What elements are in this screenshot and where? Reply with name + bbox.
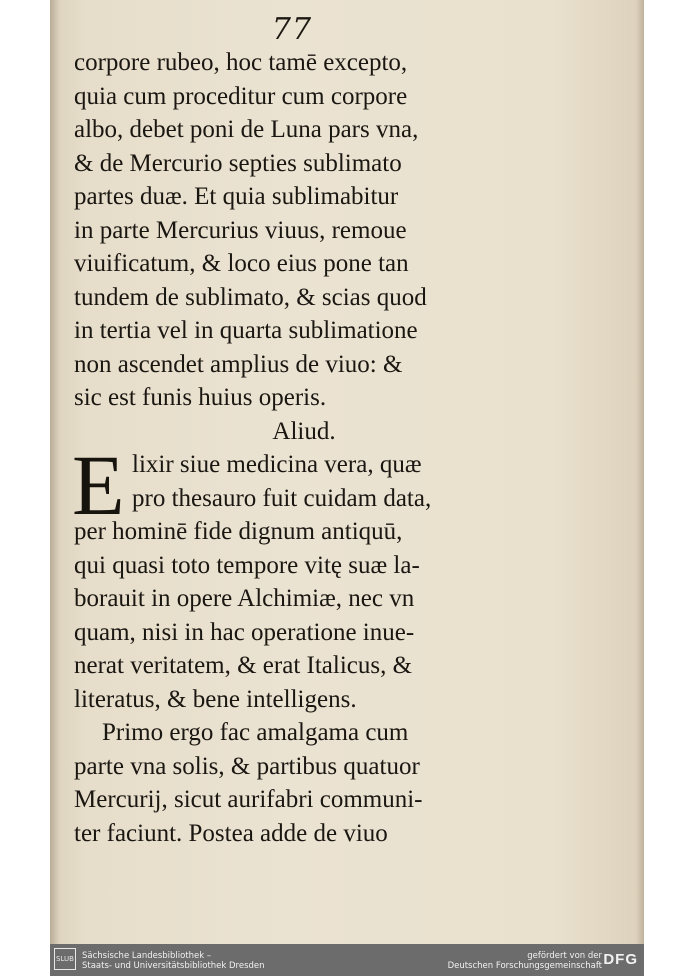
library-footer-bar bbox=[50, 944, 644, 976]
footer-right-line2: Deutschen Forschungsgemeinschaft bbox=[447, 961, 602, 971]
footer-funding-credit bbox=[448, 951, 602, 971]
body-text bbox=[74, 46, 514, 850]
dfg-logo-icon: DFG bbox=[603, 951, 638, 968]
text-line: viuificatum, & loco eius pone tan bbox=[74, 250, 409, 277]
footer-library-credit bbox=[82, 951, 265, 971]
text-line: & de Mercurio septies sublimato bbox=[74, 149, 402, 177]
text-line: pro thesauro fuit cuidam data, bbox=[132, 484, 432, 512]
page-gutter-shadow bbox=[50, 0, 60, 944]
scanned-page bbox=[50, 0, 644, 944]
text-line: in tertia vel in quarta sublimatione bbox=[74, 317, 418, 344]
text-line: quia cum proceditur cum corpore bbox=[74, 82, 408, 110]
page-number: 77 bbox=[271, 12, 313, 47]
text-line: albo, debet poni de Luna pars vna, bbox=[74, 116, 419, 143]
text-line: ter faciunt. Postea adde de viuo bbox=[74, 819, 388, 847]
footer-left-line1: Sächsische Landesbibliothek – bbox=[82, 951, 212, 961]
text-line: quam, nisi in hac operatione inue- bbox=[74, 618, 415, 646]
slub-logo-icon: SLUB bbox=[54, 948, 76, 970]
text-line: parte vna solis, & partibus quatuor bbox=[74, 752, 420, 780]
text-line: literatus, & bene intelligens. bbox=[74, 685, 357, 713]
text-line: qui quasi toto tempore vitę suæ la- bbox=[74, 551, 420, 579]
section-heading: Aliud. bbox=[272, 417, 336, 445]
text-line: borauit in opere Alchimiæ, nec vn bbox=[74, 585, 415, 612]
text-line: lixir siue medicina vera, quæ bbox=[132, 451, 422, 478]
footer-right-line1: gefördert von der bbox=[527, 951, 602, 961]
drop-capital: E bbox=[72, 437, 125, 533]
page-edge-shadow bbox=[636, 0, 644, 944]
footer-left-line2: Staats- und Universitätsbibliothek Dresden bbox=[82, 961, 265, 971]
text-line: partes duæ. Et quia sublimabitur bbox=[74, 183, 399, 210]
text-line: Primo ergo fac amalgama cum bbox=[102, 719, 409, 746]
text-line: sic est funis huius operis. bbox=[74, 384, 327, 411]
text-line: nerat veritatem, & erat Italicus, & bbox=[74, 652, 413, 679]
text-line: tundem de sublimato, & scias quod bbox=[74, 283, 427, 311]
text-line: per hominē fide dignum antiquū, bbox=[74, 518, 403, 545]
text-line: Mercurij, sicut aurifabri communi- bbox=[74, 786, 423, 813]
text-line: corpore rubeo, hoc tamē excepto, bbox=[74, 49, 408, 76]
text-line: non ascendet amplius de viuo: & bbox=[74, 350, 403, 378]
text-line: in parte Mercurius viuus, remoue bbox=[74, 216, 407, 244]
